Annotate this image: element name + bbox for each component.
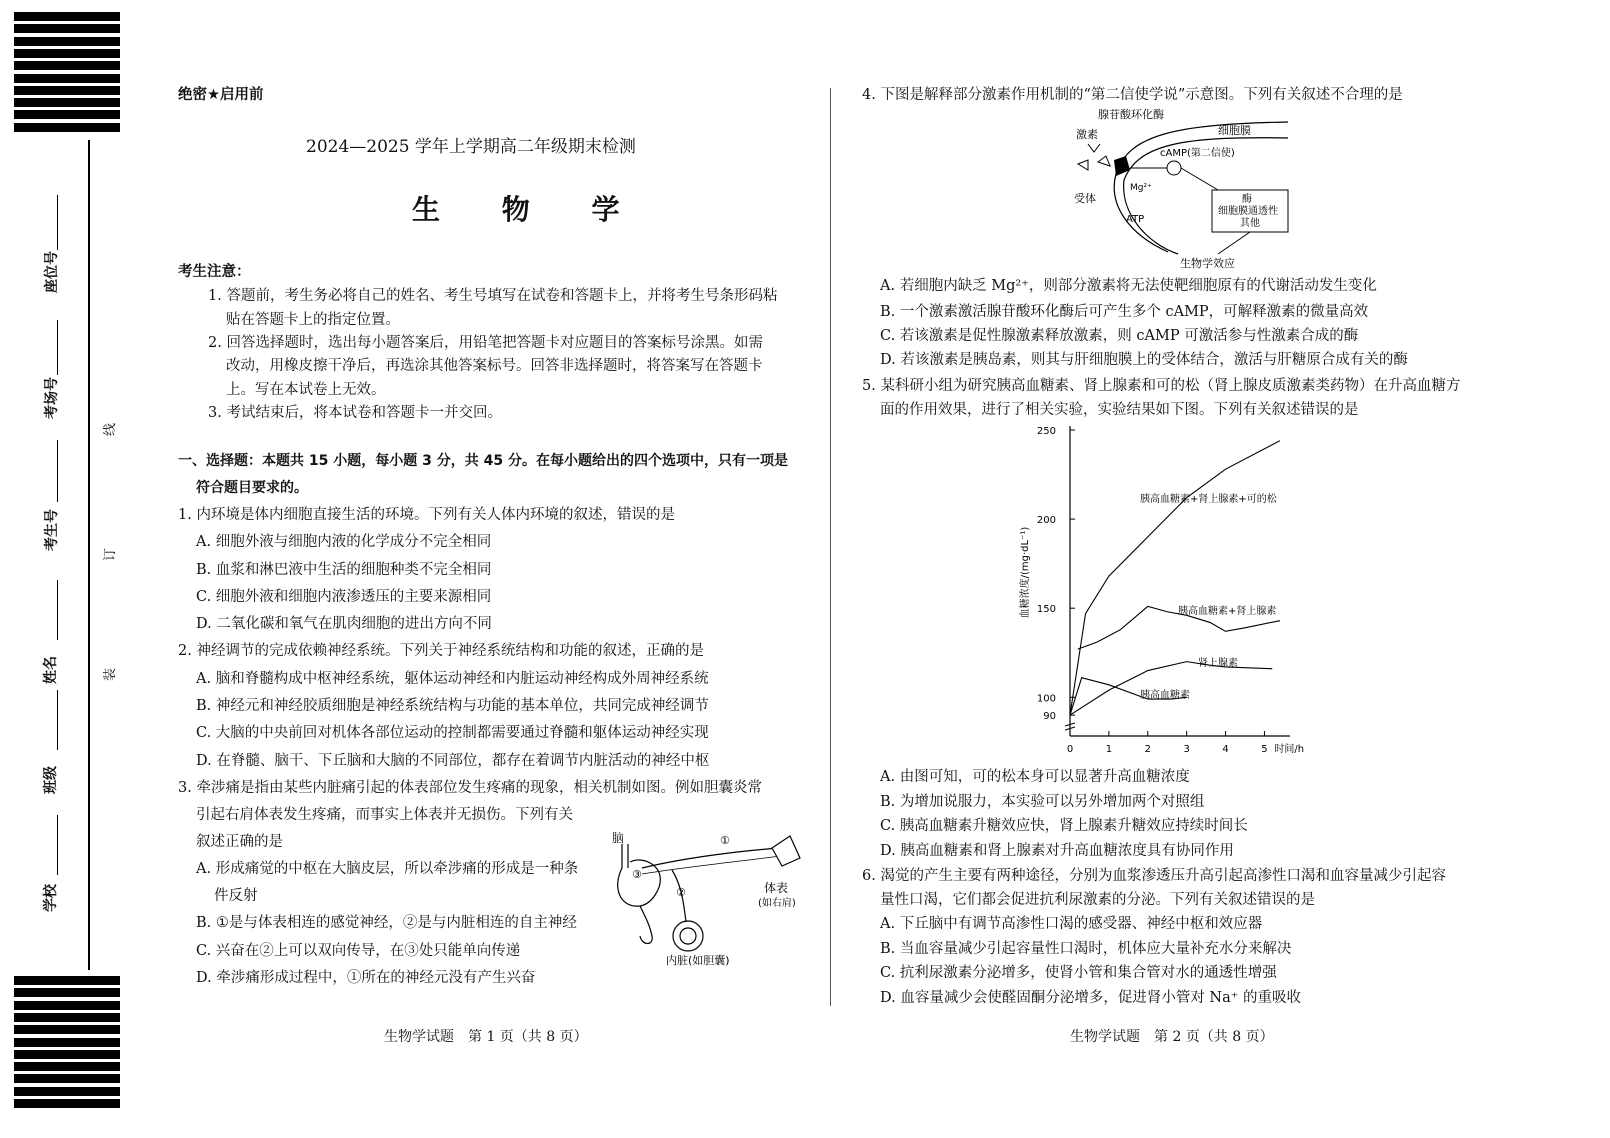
q3-stem: 引起右肩体表发生疼痛，而事实上体表并无损伤。下列有关 [196,807,573,823]
q4-fig-membrane: 细胞膜 [1218,124,1251,137]
q2-option-c: C. 大脑的中央前回对机体各部位运动的控制都需要通过脊髓和躯体运动神经实现 [196,725,709,741]
binding-bar [14,86,120,95]
y-tick-label: 100 [1036,693,1056,705]
q6-stem: 6. 渴觉的产生主要有两种途径，分别为血浆渗透压升高引起高渗性口渴和血容量减少引起容 [862,868,1446,884]
section-heading-cont: 符合题目要求的。 [196,480,308,496]
q3-fig-brain: 脑 [612,831,625,845]
q5-stem: 5. 某科研小组为研究胰高血糖素、肾上腺素和可的松（肾上腺皮质激素类药物）在升高血糖方 [862,378,1461,394]
x-tick-label: 0 [1066,744,1074,755]
q2-option-b: B. 神经元和神经胶质细胞是神经系统结构与功能的基本单位，共同完成神经调节 [196,698,709,714]
x-tick-label: 3 [1183,744,1190,755]
q3-fig-surface-note: (如右肩) [758,898,796,909]
binding-bar [14,74,120,83]
q2-option-a: A. 脑和脊髓构成中枢神经系统，躯体运动神经和内脏运动神经构成外周神经系统 [196,671,709,687]
q3-fig-organ: 内脏(如胆囊) [666,954,730,967]
binding-bar [14,49,120,58]
q2-option-d: D. 在脊髓、脑干、下丘脑和大脑的不同部位，都存在着调节内脏活动的神经中枢 [196,753,710,769]
binding-bar [14,110,120,119]
binding-bar [14,98,120,107]
field-room: 考场号 [44,377,60,419]
binding-strip [0,0,140,1138]
y-tick-label: 250 [1036,426,1056,437]
q3-fig-n2: ② [676,886,686,899]
y-tick-label: 90 [1043,711,1056,723]
q4-fig-receptor: 受体 [1074,192,1096,205]
binding-bar [14,24,120,33]
q3-option-c: C. 兴奋在②上可以双向传导，在③处只能单向传递 [196,943,521,959]
exam-title: 2024—2025 学年上学期高二年级期末检测 [306,137,636,157]
q1-stem: 1. 内环境是体内细胞直接生活的环境。下列有关人体内环境的叙述，错误的是 [178,507,675,523]
cut-mark-line: 线 [103,422,119,437]
binding-bar [14,61,120,70]
q3-stem: 叙述正确的是 [196,834,283,850]
cut-mark-seal: 装 [103,667,119,682]
q6-option-d: D. 血容量减少会使醛固酮分泌增多，促进肾小管对 Na⁺ 的重吸收 [880,990,1302,1006]
x-tick-label: 4 [1222,744,1229,755]
x-axis-label: 时间/h [1274,744,1305,755]
field-class: 班级 [43,766,59,794]
subject-title: 生 物 学 [412,193,646,226]
q3-option-b: B. ①是与体表相连的感觉神经，②是与内脏相连的自主神经 [196,915,577,931]
footer-right: 生物学试题 第 2 页（共 8 页） [1070,1029,1274,1045]
q5-option-d: D. 胰高血糖素和肾上腺素对升高血糖浓度具有协同作用 [880,843,1234,859]
series-label-1: 胰高血糖素+肾上腺素 [1178,606,1277,617]
binding-line [88,140,90,970]
binding-bar [14,123,120,132]
q5-stem-cont: 面的作用效果，进行了相关实验，实验结果如下图。下列有关叙述错误的是 [880,402,1359,418]
field-seat: 座位号 [44,251,60,293]
series-label-3: 胰高血糖素 [1140,690,1190,701]
binding-bar [14,37,120,46]
secret-label: 绝密★启用前 [178,87,264,103]
q6-stem-cont: 量性口渴，它们都会促进抗利尿激素的分泌。下列有关叙述错误的是 [880,892,1315,908]
field-school: 学校 [43,884,59,912]
field-name: 姓名 [43,656,59,684]
q1-option-d: D. 二氧化碳和氧气在肌肉细胞的进出方向不同 [196,616,492,632]
binding-bar [14,12,120,21]
series-label-2: 肾上腺素 [1198,658,1238,669]
q6-option-c: C. 抗利尿激素分泌增多，使肾小管和集合管对水的通透性增强 [880,965,1277,981]
x-tick-label: 2 [1144,744,1151,755]
q3-option-a: A. 形成痛觉的中枢在大脑皮层，所以牵涉痛的形成是一种条 [196,861,579,877]
y-tick-label: 150 [1036,604,1056,616]
binding-bar [14,1038,120,1047]
q3-option-a-cont: 件反射 [214,888,258,904]
q4-fig-box-permeability: 细胞膜通透性 [1218,206,1278,217]
q6-option-b: B. 当血容量减少引起容量性口渴时，机体应大量补充水分来解决 [880,941,1292,957]
q1-option-a: A. 细胞外液与细胞内液的化学成分不完全相同 [196,534,492,550]
binding-bar [14,1025,120,1034]
binding-bar [14,1087,120,1096]
series-line-0 [1070,441,1280,715]
q4-fig-mg: Mg²⁺ [1130,183,1152,193]
q3-stem: 3. 牵涉痛是指由某些内脏痛引起的体表部位发生疼痛的现象，相关机制如图。例如胆囊炎常 [178,780,762,796]
binding-bar [14,1099,120,1108]
q1-option-c: C. 细胞外液和细胞内液渗透压的主要来源相同 [196,589,492,605]
footer-left: 生物学试题 第 1 页（共 8 页） [384,1029,588,1045]
binding-bar [14,1062,120,1071]
series-line-2 [1070,662,1272,715]
column-divider [830,88,831,1006]
q4-option-d: D. 若该激素是胰岛素，则其与肝细胞膜上的受体结合，激活与肝糖原合成有关的酶 [880,352,1408,368]
section-heading: 一、选择题：本题共 15 小题，每小题 3 分，共 45 分。在每小题给出的四个选项中，只有一项是 [178,453,788,469]
q4-fig-atp: ATP [1126,214,1145,225]
q4-stem: 4. 下图是解释部分激素作用机制的“第二信使学说”示意图。下列有关叙述不合理的是 [862,87,1403,103]
q4-option-c: C. 若该激素是促性腺激素释放激素，则 cAMP 可激活参与性激素合成的酶 [880,328,1359,344]
binding-bar [14,1001,120,1010]
notice-line: 上。写在本试卷上无效。 [226,382,386,398]
notice-title: 考生注意： [178,264,251,280]
cut-mark-bind: 订 [103,547,119,562]
q4-fig-enzyme: 腺苷酸环化酶 [1098,108,1164,121]
q4-fig-camp: cAMP(第二信使) [1160,148,1235,159]
q4-fig-box-enzyme: 酶 [1242,194,1252,205]
q3-figure [612,826,812,968]
field-examno: 考生号 [44,509,60,551]
q3-option-d: D. 牵涉痛形成过程中，①所在的神经元没有产生兴奋 [196,970,536,986]
binding-bar [14,1074,120,1083]
q3-fig-n3: ③ [632,868,642,881]
q4-option-b: B. 一个激素激活腺苷酸环化酶后可产生多个 cAMP，可解释激素的微量高效 [880,304,1369,320]
notice-line: 贴在答题卡上的指定位置。 [226,312,400,328]
q6-option-a: A. 下丘脑中有调节高渗性口渴的感受器、神经中枢和效应器 [880,916,1263,932]
q4-fig-hormone: 激素 [1076,128,1098,141]
notice-line: 改动，用橡皮擦干净后，再选涂其他答案标号。回答非选择题时，将答案写在答题卡 [226,358,763,374]
series-label-0: 胰高血糖素+肾上腺素+可的松 [1140,494,1277,505]
q4-figure [1068,104,1308,272]
y-axis-label: 血糖浓度/(mg·dL⁻¹) [1020,526,1031,619]
q1-option-b: B. 血浆和淋巴液中生活的细胞种类不完全相同 [196,562,492,578]
q5-option-b: B. 为增加说服力，本实验可以另外增加两个对照组 [880,794,1205,810]
x-tick-label: 5 [1261,744,1268,755]
q5-option-c: C. 胰高血糖素升糖效应快，肾上腺素升糖效应持续时间长 [880,818,1248,834]
notice-line: 3. 考试结束后，将本试卷和答题卡一并交回。 [208,405,502,421]
q3-fig-surface: 体表 [764,881,789,895]
y-tick-label: 200 [1036,515,1056,527]
binding-bar [14,988,120,997]
binding-bar [14,1050,120,1059]
notice-line: 1. 答题前，考生务必将自己的姓名、考生号填写在试卷和答题卡上，并将考生号条形码粘 [208,288,778,304]
q4-fig-effect: 生物学效应 [1180,257,1235,270]
q3-fig-n1: ① [720,834,730,847]
x-tick-label: 1 [1105,744,1113,755]
q2-stem: 2. 神经调节的完成依赖神经系统。下列关于神经系统结构和功能的叙述，正确的是 [178,643,704,659]
q5-chart [1000,418,1310,770]
binding-bar [14,976,120,985]
q4-fig-box-other: 其他 [1240,218,1260,229]
binding-bar [14,1013,120,1022]
q4-option-a: A. 若细胞内缺乏 Mg²⁺，则部分激素将无法使靶细胞原有的代谢活动发生变化 [880,278,1377,294]
notice-line: 2. 回答选择题时，选出每小题答案后，用铅笔把答题卡对应题目的答案标号涂黑。如需 [208,335,763,351]
q5-option-a: A. 由图可知，可的松本身可以显著升高血糖浓度 [880,769,1190,785]
